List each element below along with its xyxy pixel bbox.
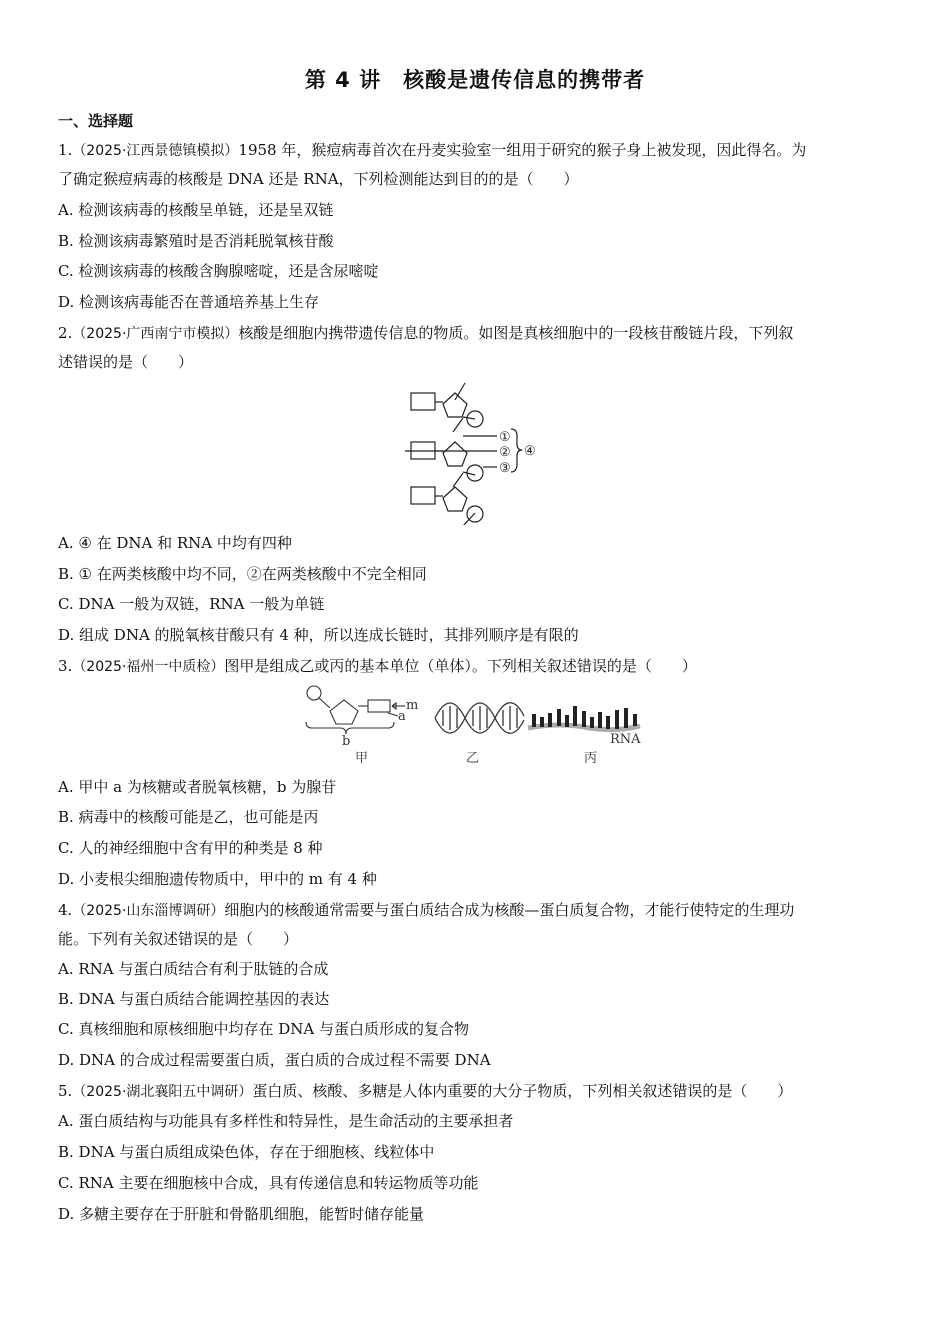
section-heading: 一、选择题 <box>58 112 134 130</box>
q5-option-c: C. RNA 主要在细胞核中合成，具有传递信息和转运物质等功能 <box>58 1174 479 1192</box>
q1-number: 1. <box>58 141 73 159</box>
q2-stem-line2: 述错误的是（ ） <box>58 353 194 371</box>
q3-option-b: B. 病毒中的核酸可能是乙，也可能是丙 <box>58 808 319 826</box>
q4-number: 4. <box>58 901 73 919</box>
nucleotide-chain-figure <box>405 380 550 525</box>
fig2-label-2: ② <box>499 445 511 460</box>
q1-stem-line2: 了确定猴痘病毒的核酸是 DNA 还是 RNA，下列检测能达到目的的是（ ） <box>58 170 579 188</box>
q3-stem-line1 <box>58 655 697 678</box>
q4-stem-text1: 细胞内的核酸通常需要与蛋白质结合成为核酸—蛋白质复合物，才能行使特定的生理功 <box>224 901 795 919</box>
fig3-label-a: a <box>398 709 406 724</box>
q4-option-d: D. DNA 的合成过程需要蛋白质，蛋白质的合成过程不需要 DNA <box>58 1051 491 1069</box>
q1-option-b: B. 检测该病毒繁殖时是否消耗脱氧核苷酸 <box>58 232 334 250</box>
q1-option-c: C. 检测该病毒的核酸含胸腺嘧啶，还是含尿嘧啶 <box>58 262 379 280</box>
q2-number: 2. <box>58 324 73 342</box>
fig3-label-b: b <box>342 734 351 749</box>
q5-option-b: B. DNA 与蛋白质组成染色体，存在于细胞核、线粒体中 <box>58 1143 435 1161</box>
q3-option-c: C. 人的神经细胞中含有甲的种类是 8 种 <box>58 839 323 857</box>
q4-stem-line1 <box>58 899 794 922</box>
q3-stem-text1: 图甲是组成乙或丙的基本单位（单体）。下列相关叙述错误的是（ ） <box>224 657 697 675</box>
q1-source: （2025·江西景德镇模拟） <box>72 143 239 159</box>
q4-option-c: C. 真核细胞和原核细胞中均存在 DNA 与蛋白质形成的复合物 <box>58 1020 470 1038</box>
fig2-label-4: ④ <box>524 444 536 459</box>
fig3-label-yi: 乙 <box>466 751 480 766</box>
q2-source: （2025·广西南宁市模拟） <box>72 326 239 342</box>
q2-option-b: B. ① 在两类核酸中均不同，②在两类核酸中不完全相同 <box>58 565 427 583</box>
q2-option-c: C. DNA 一般为双链，RNA 一般为单链 <box>58 595 325 613</box>
q2-stem-text1: 核酸是细胞内携带遗传信息的物质。如图是真核细胞中的一段核苷酸链片段，下列叙 <box>238 324 794 342</box>
fig3-label-jia: 甲 <box>355 751 369 766</box>
page-title: 第 4 讲 核酸是遗传信息的携带者 <box>304 68 646 92</box>
fig3-label-m: m <box>406 698 419 713</box>
nucleic-acid-figure <box>300 684 650 768</box>
q5-stem-text1: 蛋白质、核酸、多糖是人体内重要的大分子物质，下列相关叙述错误的是（ ） <box>252 1082 793 1100</box>
q3-option-a: A. 甲中 a 为核糖或者脱氧核糖，b 为腺苷 <box>58 778 337 796</box>
q2-stem-line1 <box>58 322 793 345</box>
q4-option-b: B. DNA 与蛋白质结合能调控基因的表达 <box>58 990 330 1008</box>
q5-option-d: D. 多糖主要存在于肝脏和骨骼肌细胞，能暂时储存能量 <box>58 1205 425 1223</box>
q2-option-a: A. ④ 在 DNA 和 RNA 中均有四种 <box>58 534 292 552</box>
q1-option-d: D. 检测该病毒能否在普通培养基上生存 <box>58 293 320 311</box>
q2-option-d: D. 组成 DNA 的脱氧核苷酸只有 4 种，所以连成长链时，其排列顺序是有限的 <box>58 626 579 644</box>
q4-source: （2025·山东淄博调研） <box>72 903 225 919</box>
q3-number: 3. <box>58 657 73 675</box>
q4-option-a: A. RNA 与蛋白质结合有利于肽链的合成 <box>58 960 329 978</box>
fig2-label-1: ① <box>499 430 511 445</box>
q5-stem-line1 <box>58 1080 792 1103</box>
fig3-label-rna: RNA <box>610 732 641 747</box>
q4-stem-line2: 能。下列有关叙述错误的是（ ） <box>58 930 299 948</box>
q5-source: （2025·湖北襄阳五中调研） <box>72 1084 253 1100</box>
q3-option-d: D. 小麦根尖细胞遗传物质中，甲中的 m 有 4 种 <box>58 870 377 888</box>
q5-option-a: A. 蛋白质结构与功能具有多样性和特异性，是生命活动的主要承担者 <box>58 1112 514 1130</box>
fig3-label-bing: 丙 <box>584 751 598 766</box>
q1-stem-line1 <box>58 139 806 162</box>
q5-number: 5. <box>58 1082 73 1100</box>
fig2-label-3: ③ <box>499 461 511 476</box>
q1-option-a: A. 检测该病毒的核酸呈单链，还是呈双链 <box>58 201 334 219</box>
q3-source: （2025·福州一中质检） <box>72 659 225 675</box>
q1-stem-text1: 1958 年，猴痘病毒首次在丹麦实验室一组用于研究的猴子身上被发现，因此得名。为 <box>238 141 807 159</box>
